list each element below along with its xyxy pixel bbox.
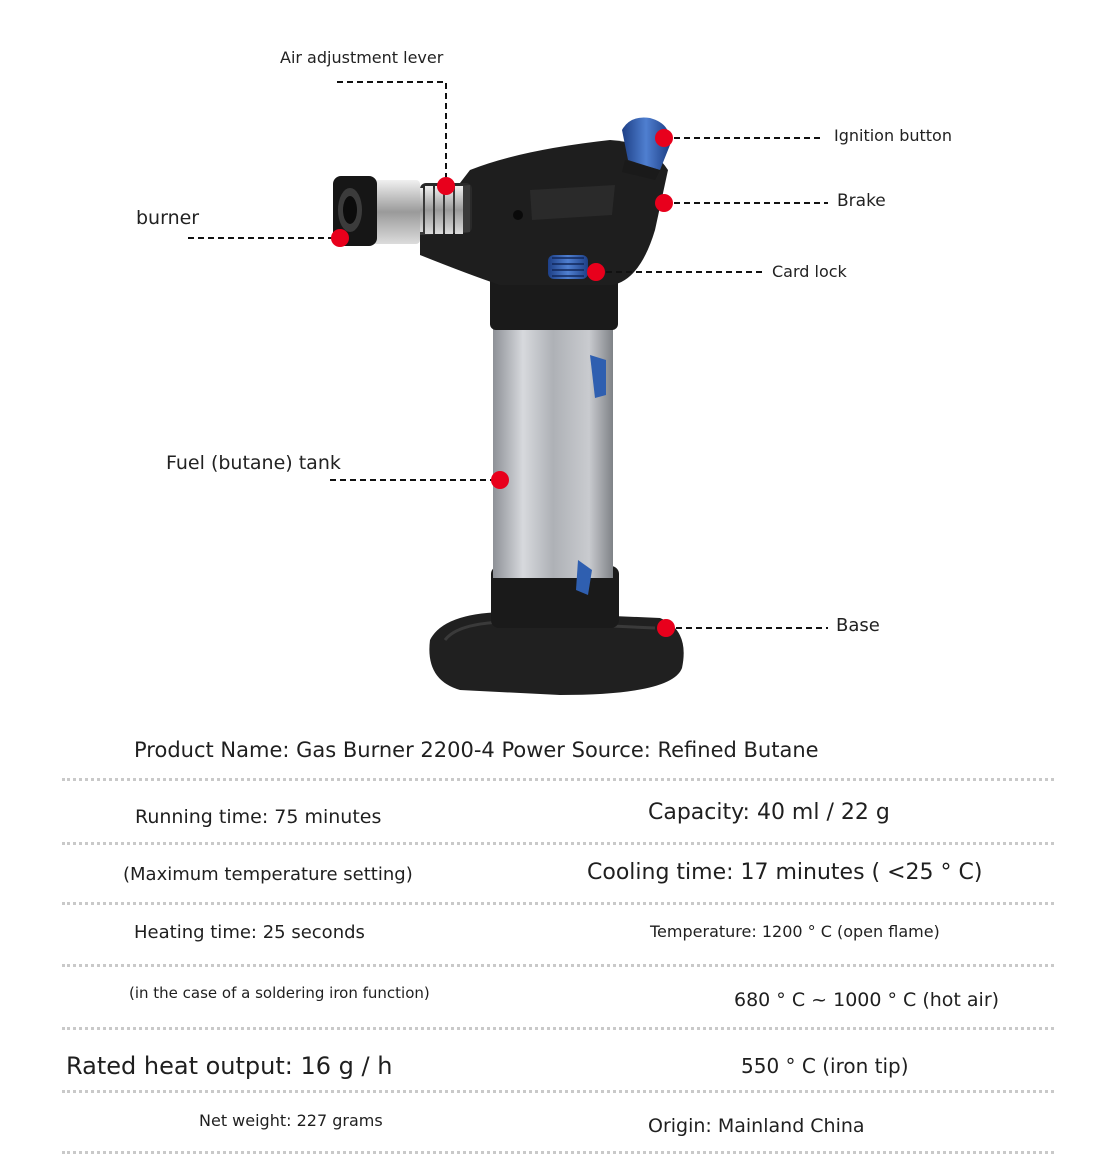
label-air-adjustment-lever: Air adjustment lever (280, 48, 444, 67)
spec-heat-output: Rated heat output: 16 g / h (66, 1052, 393, 1080)
spec-hot-air: 680 ° C ~ 1000 ° C (hot air) (734, 989, 1000, 1011)
spec-soldering-note: (in the case of a soldering iron function) (129, 984, 430, 1002)
spec-cooling-time: Cooling time: 17 minutes ( <25 ° C) (587, 860, 983, 885)
spec-net-weight: Net weight: 227 grams (199, 1111, 383, 1130)
spec-heating-time: Heating time: 25 seconds (134, 922, 365, 943)
marker-burner (331, 229, 349, 247)
label-card-lock: Card lock (772, 262, 847, 281)
spec-running-time: Running time: 75 minutes (135, 806, 382, 828)
spec-max-temp-setting: (Maximum temperature setting) (123, 864, 413, 885)
separator (62, 1090, 1054, 1093)
leader-air-lever (337, 82, 446, 186)
marker-air-lever (437, 177, 455, 195)
separator (62, 902, 1054, 905)
base-part (429, 566, 683, 695)
separator (62, 842, 1054, 845)
marker-card-lock (587, 263, 605, 281)
marker-fuel-tank (491, 471, 509, 489)
spec-temperature: Temperature: 1200 ° C (open flame) (650, 922, 940, 941)
label-brake: Brake (837, 191, 886, 211)
separator (62, 1027, 1054, 1030)
spec-origin: Origin: Mainland China (648, 1115, 865, 1137)
separator (62, 778, 1054, 781)
marker-base (657, 619, 675, 637)
label-burner: burner (136, 207, 200, 229)
separator (62, 1151, 1054, 1154)
label-fuel-tank: Fuel (butane) tank (166, 452, 341, 474)
spec-capacity: Capacity: 40 ml / 22 g (648, 800, 890, 825)
marker-ignition (655, 129, 673, 147)
marker-brake (655, 194, 673, 212)
label-ignition-button: Ignition button (834, 126, 952, 145)
spec-iron-tip: 550 ° C (iron tip) (741, 1054, 909, 1078)
separator (62, 964, 1054, 967)
spec-product-line: Product Name: Gas Burner 2200-4 Power Source: Refined Butane (134, 738, 819, 762)
fuel-tank-part (490, 275, 618, 595)
label-base: Base (836, 615, 880, 636)
